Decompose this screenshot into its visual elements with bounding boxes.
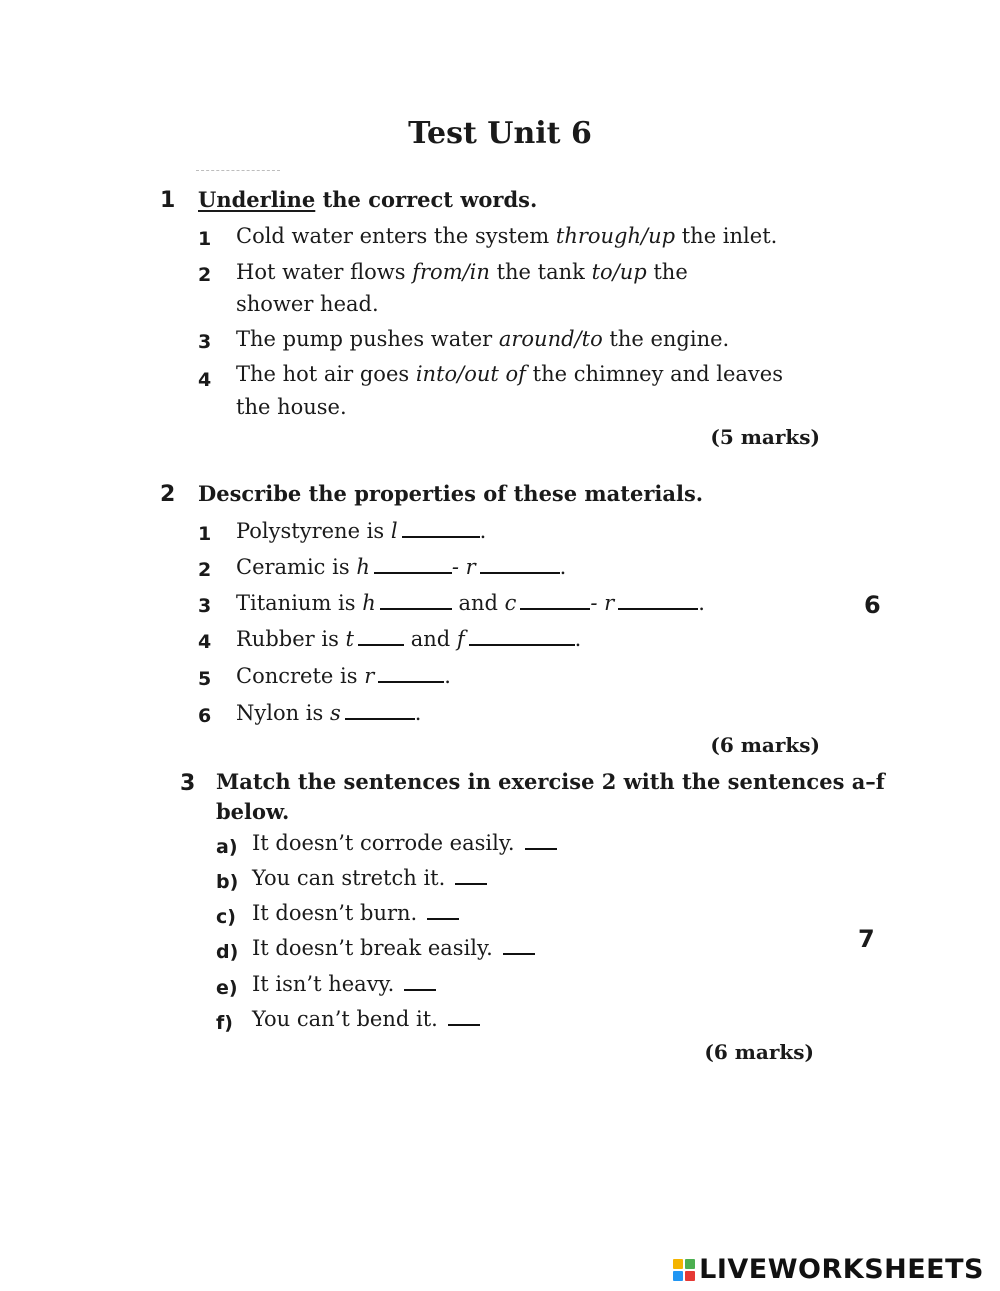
letter-hint: l (390, 519, 398, 543)
s2-item-2 (236, 552, 566, 584)
s3-item-c (252, 898, 459, 930)
section-3-number: 3 (180, 771, 196, 796)
s2-item-2-number: 2 (198, 559, 212, 581)
s1-item-3-text-end: the engine. (602, 327, 730, 351)
s3-item-d-letter: d) (216, 941, 239, 963)
s3-item-c-letter: c) (216, 906, 236, 928)
s3-item-b-text: You can stretch it. (252, 866, 446, 890)
section-2-heading: Describe the properties of these materials. (198, 481, 704, 506)
and-word: and (410, 627, 451, 651)
logo-square (685, 1271, 695, 1281)
s1-item-1-text: Cold water enters the system (236, 224, 556, 248)
s3-item-c-text: It doesn’t burn. (252, 901, 418, 925)
s3-item-e (252, 969, 436, 1001)
letter-hint: s (329, 701, 341, 725)
section-2-number: 2 (160, 482, 176, 507)
letter-hint: t (345, 627, 354, 651)
logo-grid-icon (673, 1259, 695, 1281)
s2-item-1-number: 1 (198, 523, 212, 545)
answer-blank[interactable] (520, 607, 590, 610)
answer-blank[interactable] (455, 882, 487, 885)
s3-item-b (252, 863, 487, 895)
letter-hint: - r (590, 591, 615, 615)
letter-hint: c (504, 591, 517, 615)
underline-word: Underline (198, 187, 316, 212)
s1-item-2-options[interactable]: from/in (412, 260, 490, 284)
s1-item-4-text-end: the chimney and leaves (525, 362, 783, 386)
logo-square (673, 1271, 683, 1281)
letter-hint: h (362, 591, 376, 615)
s2-item-6 (236, 698, 421, 730)
letter-hint: f (456, 627, 465, 651)
s1-item-3 (236, 324, 729, 356)
answer-blank[interactable] (380, 607, 452, 610)
letter-hint: h (356, 555, 370, 579)
logo-text: LIVEWORKSHEETS (699, 1254, 984, 1285)
section-3-marks: (6 marks) (704, 1040, 814, 1064)
s1-item-2-line2: shower head. (236, 292, 379, 316)
divider (196, 170, 280, 171)
letter-hint: - r (451, 555, 476, 579)
s1-item-1 (236, 221, 777, 253)
s3-item-e-letter: e) (216, 977, 238, 999)
s2-item-1-text: Polystyrene is (236, 519, 385, 543)
s1-item-3-number: 3 (198, 331, 212, 353)
answer-blank[interactable] (374, 571, 452, 574)
s1-item-3-text: The pump pushes water (236, 327, 499, 351)
period: . (414, 701, 422, 725)
s2-item-4-text: Rubber is (236, 627, 339, 651)
section-2-marks: (6 marks) (710, 733, 820, 757)
s3-item-b-letter: b) (216, 871, 239, 893)
s3-item-a-letter: a) (216, 836, 238, 858)
s1-item-2-number: 2 (198, 264, 212, 286)
answer-blank[interactable] (503, 952, 535, 955)
period: . (574, 627, 582, 651)
answer-blank[interactable] (378, 680, 444, 683)
s3-item-e-text: It isn’t heavy. (252, 972, 395, 996)
s3-item-f-text: You can’t bend it. (252, 1007, 438, 1031)
s1-item-4-text: The hot air goes (236, 362, 416, 386)
period: . (479, 519, 487, 543)
s1-item-1-number: 1 (198, 228, 212, 250)
s1-item-2-text-mid: the tank (489, 260, 592, 284)
s1-item-4-options[interactable]: into/out of (415, 362, 526, 386)
s1-item-4-line2: the house. (236, 395, 347, 419)
answer-blank[interactable] (480, 571, 560, 574)
answer-blank[interactable] (402, 535, 480, 538)
logo-square (685, 1259, 695, 1269)
s3-item-f-letter: f) (216, 1012, 233, 1034)
answer-blank[interactable] (427, 917, 459, 920)
s1-item-1-options[interactable]: through/up (555, 224, 676, 248)
side-number-6: 6 (864, 591, 881, 619)
s1-item-4 (236, 359, 783, 391)
answer-blank[interactable] (345, 717, 415, 720)
s2-item-4-number: 4 (198, 631, 212, 653)
page-title: Test Unit 6 (408, 116, 592, 151)
s2-item-3-text: Titanium is (236, 591, 356, 615)
section-1-number: 1 (160, 188, 176, 213)
s3-item-d (252, 933, 535, 965)
s2-item-5-text: Concrete is (236, 664, 358, 688)
and-word: and (458, 591, 498, 615)
s2-item-1 (236, 516, 486, 548)
s2-item-5-number: 5 (198, 668, 212, 690)
s1-item-2-text: Hot water flows (236, 260, 413, 284)
answer-blank[interactable] (448, 1023, 480, 1026)
s2-item-3-number: 3 (198, 595, 212, 617)
s1-item-1-text-end: the inlet. (675, 224, 778, 248)
answer-blank[interactable] (525, 847, 557, 850)
answer-blank[interactable] (404, 988, 436, 991)
answer-blank[interactable] (618, 607, 698, 610)
s3-item-a (252, 828, 557, 860)
period: . (559, 555, 567, 579)
section-1-marks: (5 marks) (710, 425, 820, 449)
s2-item-6-text: Nylon is (236, 701, 324, 725)
s3-item-f (252, 1004, 480, 1036)
logo-square (673, 1259, 683, 1269)
s2-item-4 (236, 624, 581, 656)
answer-blank[interactable] (469, 643, 575, 646)
answer-blank[interactable] (358, 643, 404, 646)
letter-hint: r (364, 664, 375, 688)
liveworksheets-logo (673, 1254, 984, 1285)
s1-item-2 (236, 257, 688, 289)
s1-item-2-options-2[interactable]: to/up (591, 260, 647, 284)
s1-item-4-number: 4 (198, 369, 212, 391)
period: . (444, 664, 451, 688)
section-3-heading-line2: below. (216, 799, 290, 824)
s2-item-3 (236, 588, 705, 620)
s3-item-a-text: It doesn’t corrode easily. (252, 831, 515, 855)
s2-item-5 (236, 661, 451, 693)
s2-item-6-number: 6 (198, 705, 212, 727)
s2-item-2-text: Ceramic is (236, 555, 350, 579)
s1-item-2-text-end: the (646, 260, 688, 284)
section-1-heading (198, 187, 537, 212)
heading-rest: the correct words. (315, 187, 538, 212)
side-number-7: 7 (858, 925, 875, 953)
section-3-heading-line1: Match the sentences in exercise 2 with the sentences a–f (216, 769, 885, 794)
s3-item-d-text: It doesn’t break easily. (252, 936, 493, 960)
s1-item-3-options[interactable]: around/to (498, 327, 603, 351)
period: . (698, 591, 705, 615)
